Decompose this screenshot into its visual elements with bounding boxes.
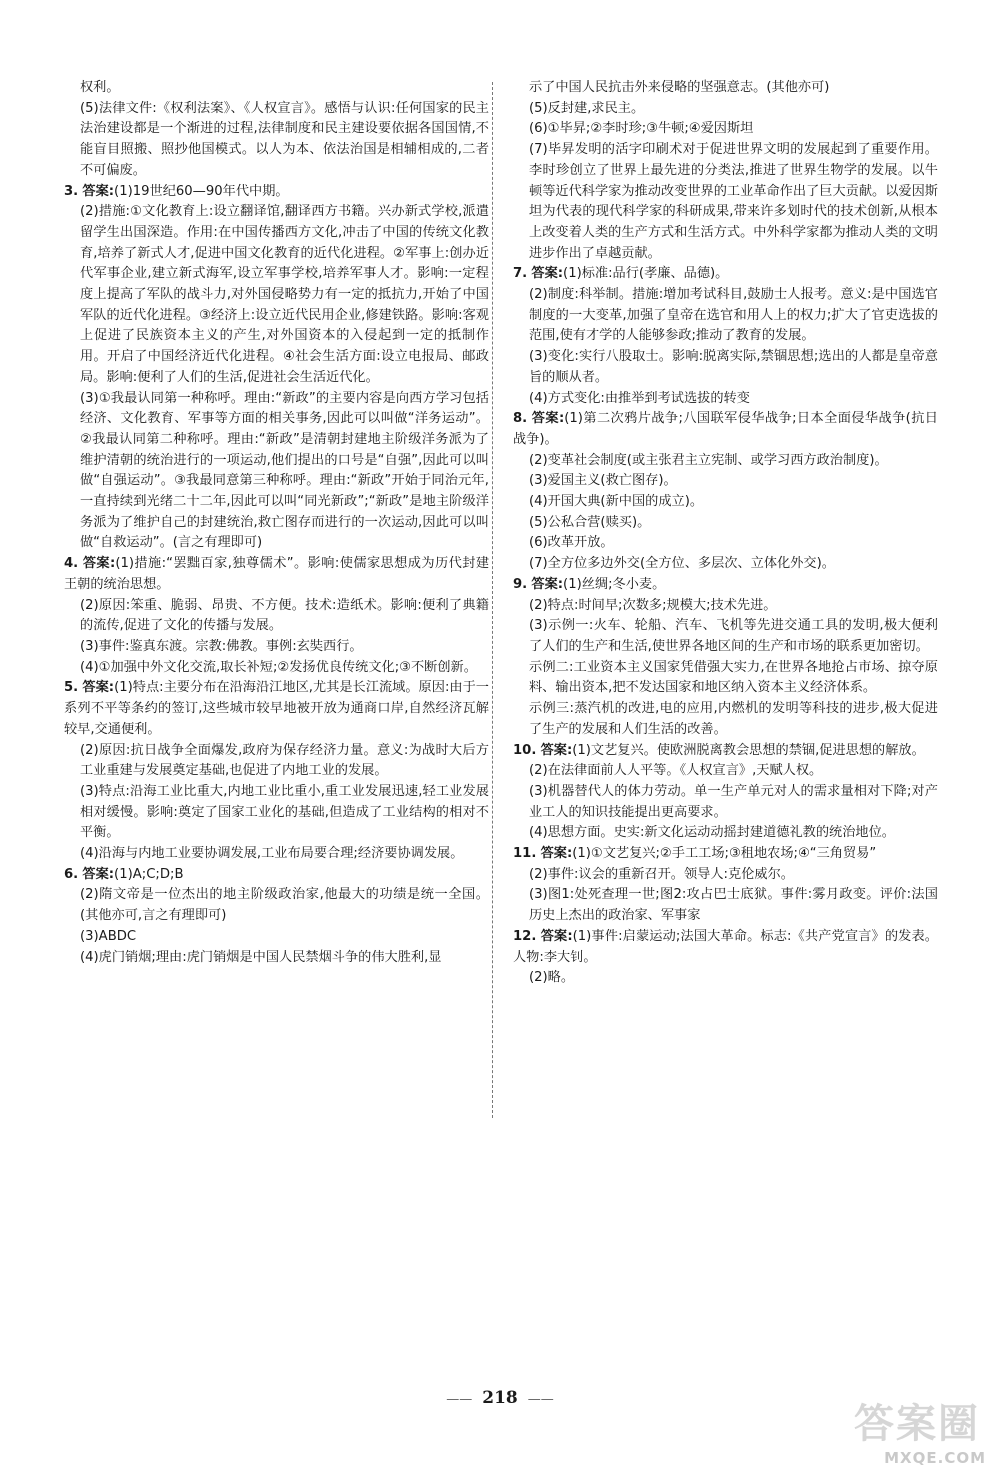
- answer-item: [513, 927, 938, 968]
- answer-text: (3)①我最认同第一种称呼。理由:“新政”的主要内容是向西方学习包括经济、文化教育、军事等方面的相关事务,因此可以叫做“洋务运动”。②我最认同第二种称呼。理由:“新政”是清朝封建地主阶级洋务派为了维护清朝的统治进行的一项运动,他们提出的口号是“自强”,因此可以叫做“自强运动”。③我最同意第三种称呼。理由:“新政”开始于同治元年,一直持续到光绪二十二年,因此可以叫“同光新政”;“新政”是地主阶级洋务派为了维护自己的封建统治,救亡图存而进行的一次运动,因此可以叫做“自救运动”。(言之有理即可): [80, 390, 489, 551]
- answer-paragraph: [513, 119, 938, 140]
- answer-label: 答案:: [82, 680, 115, 696]
- answer-paragraph: [513, 554, 938, 575]
- right-column: [513, 78, 938, 989]
- answer-text: (1)A;C;D;B: [114, 866, 184, 882]
- answer-text: (5)反封建,求民主。: [529, 100, 645, 116]
- answer-paragraph: [64, 202, 489, 388]
- answer-text: (1)措施:“罢黜百家,独尊儒术”。影响:使儒家思想成为历代封建王朝的统治思想。: [64, 556, 490, 592]
- answer-paragraph: [513, 865, 938, 886]
- answer-paragraph: [64, 78, 489, 99]
- question-number: 11.: [513, 846, 537, 862]
- answer-label: 答案:: [540, 846, 573, 862]
- answer-text: (3)机器替代人的体力劳动。单一生产单元对人的需求量相对下降;对产业工人的知识技能提出更高要求。: [529, 783, 938, 820]
- answer-text: (2)隋文帝是一位杰出的地主阶级政治家,他最大的功绩是统一全国。(其他亦可,言之有理即可): [80, 887, 489, 924]
- answer-text: 示例三:蒸汽机的改进,电的应用,内燃机的发明等科技的进步,极大促进了生产的发展和人们生活的改善。: [529, 701, 938, 737]
- answer-text: (2)措施:①文化教育上:设立翻译馆,翻译西方书籍。兴办新式学校,派遣留学生出国深造。作用:在中国传播西方文化,冲击了中国的传统文化教育,培养了新式人才,促进中国文化教育的近代化进程。②军事上:创办近代军事企业,建立新式海军,设立军事学校,培养军事人才。影响:一定程度上提高了军队的战斗力,对外国侵略势力有一定的抵抗力,开始了中国军队的近代化进程。③经济上:设立近代民用企业,修建铁路。影响:客观上促进了民族资本主义的产生,对外国资本的入侵起到一定的抵制作用。开启了中国经济近代化进程。④社会生活方面:设立电报局、邮政局。影响:便利了人们的生活,促进社会生活近代化。: [80, 204, 489, 385]
- question-number: 8.: [513, 411, 528, 427]
- answer-paragraph: [64, 844, 489, 865]
- answer-paragraph: [64, 637, 489, 658]
- answer-text: (4)沿海与内地工业要协调发展,工业布局要合理;经济要协调发展。: [80, 846, 464, 862]
- answer-text: (3)特点:沿海工业比重大,内地工业比重小,重工业发展迅速,轻工业发展相对缓慢。影响:奠定了国家工业化的基础,但造成了工业结构的相对不平衡。: [80, 783, 489, 841]
- page-footer: —— 218 ——: [446, 1388, 554, 1408]
- answer-text: (2)事件:议会的重新召开。领导人:克伦威尔。: [529, 866, 794, 882]
- answer-paragraph: [513, 347, 938, 388]
- question-number: 3.: [64, 183, 79, 199]
- answer-text: (3)图1:处死查理一世;图2:攻占巴士底狱。事件:雾月政变。评价:法国历史上杰出的政治家、军事家: [529, 887, 938, 924]
- answer-paragraph: [64, 885, 489, 926]
- answer-label: 答案:: [82, 556, 116, 572]
- left-column: [64, 78, 489, 968]
- answer-text: (3)变化:实行八股取士。影响:脱离实际,禁锢思想;选出的人都是皇帝意旨的顺从者。: [529, 349, 938, 385]
- answer-label: 答案:: [531, 266, 564, 282]
- question-number: 5.: [64, 680, 79, 696]
- answer-text: (2)在法律面前人人平等。《人权宣言》,天赋人权。: [529, 763, 823, 779]
- answer-paragraph: [513, 782, 938, 823]
- answer-paragraph: [513, 761, 938, 782]
- answer-paragraph: [513, 285, 938, 347]
- answer-text: (2)变革社会制度(或主张君主立宪制、或学习西方政治制度)。: [529, 452, 888, 468]
- answer-paragraph: [513, 885, 938, 926]
- answer-item: [513, 741, 938, 762]
- answer-item: [64, 554, 489, 595]
- answer-paragraph: [513, 658, 938, 699]
- answer-text: (6)①毕昇;②李时珍;③牛顿;④爱因斯坦: [529, 121, 754, 137]
- answer-text: (5)法律文件:《权利法案》、《人权宣言》。感悟与认识:任何国家的民主法治建设都是一个渐进的过程,法律制度和民主建设要依据各国国情,不能盲目照搬、照抄他国模式。以人为本、依法治国是相辅相成的,二者不可偏废。: [80, 100, 489, 178]
- answer-paragraph: [513, 471, 938, 492]
- answer-text: (1)19世纪60—90年代中期。: [114, 183, 289, 199]
- answer-text: (2)特点:时间早;次数多;规模大;技术先进。: [529, 597, 777, 613]
- answer-paragraph: [64, 782, 489, 844]
- question-number: 9.: [513, 576, 528, 592]
- answer-paragraph: [513, 823, 938, 844]
- answer-paragraph: [513, 533, 938, 554]
- column-divider: [492, 82, 493, 1118]
- answer-text: (3)事件:鉴真东渡。宗教:佛教。事例:玄奘西行。: [80, 638, 363, 654]
- question-number: 10.: [513, 742, 537, 758]
- answer-paragraph: [64, 658, 489, 679]
- answer-text: (1)丝绸;冬小麦。: [563, 576, 666, 592]
- watermark-glyph: 答案圈: [854, 1401, 980, 1447]
- answer-text: (3)爱国主义(救亡图存)。: [529, 473, 677, 489]
- answer-item: [64, 865, 489, 886]
- answer-paragraph: [513, 699, 938, 740]
- answer-paragraph: [513, 140, 938, 264]
- answer-paragraph: [64, 927, 489, 948]
- answer-text: (1)标准:品行(孝廉、品德)。: [563, 266, 729, 282]
- answer-text: (1)特点:主要分布在沿海沿江地区,尤其是长江流域。原因:由于一系列不平等条约的签订,这些城市较早地被开放为通商口岸,自然经济瓦解较早,交通便利。: [64, 680, 489, 737]
- answer-label: 答案:: [531, 411, 565, 427]
- answer-text: (2)原因:抗日战争全面爆发,政府为保存经济力量。意义:为战时大后方工业重建与发展奠定基础,也促进了内地工业的发展。: [80, 742, 489, 779]
- answer-item: [64, 678, 489, 740]
- answer-paragraph: [64, 948, 489, 969]
- answer-text: (1)文艺复兴。使欧洲脱离教会思想的禁锢,促进思想的解放。: [572, 742, 925, 758]
- answer-label: 答案:: [531, 576, 564, 592]
- answer-paragraph: [513, 99, 938, 120]
- answer-item: [513, 844, 938, 865]
- question-number: 12.: [513, 928, 537, 944]
- answer-text: (1)①文艺复兴;②手工工场;③租地农场;④“三角贸易”: [572, 846, 877, 862]
- answer-item: [513, 409, 938, 450]
- answer-item: [513, 575, 938, 596]
- answer-label: 答案:: [540, 742, 573, 758]
- answer-text: (4)方式变化:由推举到考试选拔的转变: [529, 390, 750, 406]
- answer-text: (2)制度:科举制。措施:增加考试科目,鼓励士人报考。意义:是中国选官制度的一大变革,加强了皇帝在选官和用人上的权力;扩大了官吏选拔的范围,使有才学的人能够参政;推动了教育的发展。: [529, 287, 938, 344]
- answer-paragraph: [513, 616, 938, 657]
- answer-paragraph: [64, 99, 489, 182]
- answer-text: (1)第二次鸦片战争;八国联军侵华战争;日本全面侵华战争(抗日战争)。: [513, 411, 938, 447]
- answer-text: (2)原因:笨重、脆弱、昂贵、不方便。技术:造纸术。影响:便利了典籍的流传,促进了文化的传播与发展。: [80, 597, 489, 634]
- answer-text: (1)事件:启蒙运动;法国大革命。标志:《共产党宣言》的发表。人物:李大钊。: [513, 928, 938, 965]
- answer-label: 答案:: [82, 183, 115, 199]
- answer-paragraph: [513, 78, 938, 99]
- answer-label: 答案:: [540, 928, 573, 944]
- answer-item: [513, 264, 938, 285]
- answer-paragraph: [513, 492, 938, 513]
- answer-label: 答案:: [82, 866, 115, 882]
- answer-text: (3)示例一:火车、轮船、汽车、飞机等先进交通工具的发明,极大便利了人们的生产和生活,使世界各地区间的生产和市场的联系更加密切。: [529, 618, 938, 654]
- answer-paragraph: [64, 389, 489, 555]
- question-number: 6.: [64, 866, 79, 882]
- answer-text: (4)思想方面。史实:新文化运动动摇封建道德礼教的统治地位。: [529, 825, 895, 841]
- answer-paragraph: [64, 596, 489, 637]
- answer-text: (4)开国大典(新中国的成立)。: [529, 494, 704, 510]
- watermark-text: MXQE.COM: [884, 1449, 986, 1467]
- answer-text: (6)改革开放。: [529, 535, 614, 551]
- answer-item: [64, 182, 489, 203]
- answer-paragraph: [513, 451, 938, 472]
- answer-paragraph: [513, 596, 938, 617]
- answer-paragraph: [64, 741, 489, 782]
- answer-text: (7)全方位多边外交(全方位、多层次、立体化外交)。: [529, 556, 835, 572]
- answer-text: (5)公私合营(赎买)。: [529, 514, 651, 530]
- question-number: 7.: [513, 266, 528, 282]
- answer-text: 示了中国人民抗击外来侵略的坚强意志。(其他亦可): [529, 80, 830, 95]
- answer-text: 示例二:工业资本主义国家凭借强大实力,在世界各地抢占市场、掠夺原料、输出资本,把不发达国家和地区纳入资本主义经济体系。: [529, 659, 938, 696]
- watermark-logo: [836, 1392, 986, 1467]
- answer-text: (2)略。: [529, 970, 575, 986]
- answer-paragraph: [513, 389, 938, 410]
- answer-paragraph: [513, 513, 938, 534]
- answer-text: 权利。: [80, 80, 120, 95]
- answer-text: (7)毕昇发明的活字印刷术对于促进世界文明的发展起到了重要作用。李时珍创立了世界上最先进的分类法,推进了世界生物学的发展。以牛顿等近代科学家为推动改变世界的工业革命作出了巨大贡献。以爱因斯坦为代表的现代科学家的科研成果,带来许多划时代的技术创新,从根本上改变着人类的生产方式和生活方式。中外科学家都为推动人类的文明进步作出了卓越贡献。: [529, 142, 938, 261]
- answer-text: (4)虎门销烟;理由:虎门销烟是中国人民禁烟斗争的伟大胜利,显: [80, 949, 442, 965]
- answer-paragraph: [513, 968, 938, 989]
- page-number: 218: [482, 1388, 518, 1408]
- answer-text: (3)ABDC: [80, 928, 137, 944]
- question-number: 4.: [64, 556, 79, 572]
- answer-text: (4)①加强中外文化交流,取长补短;②发扬优良传统文化;③不断创新。: [80, 659, 477, 675]
